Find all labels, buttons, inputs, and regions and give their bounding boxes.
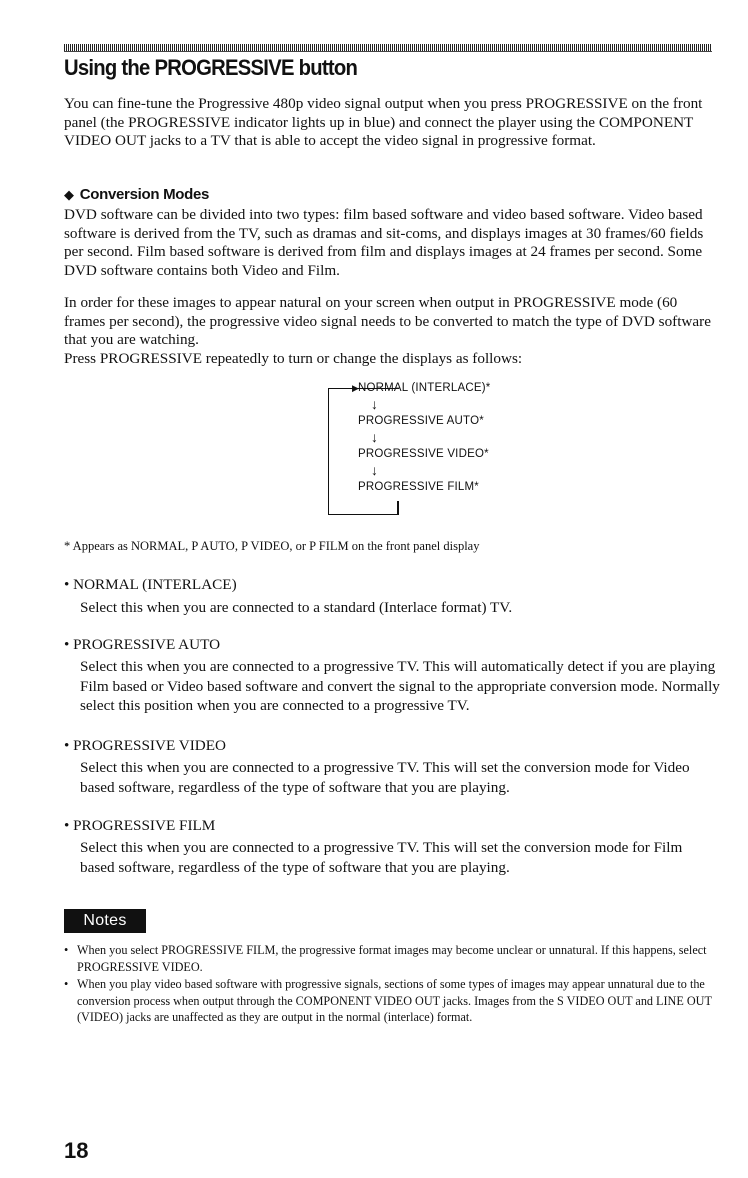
down-arrow-icon: ↓ xyxy=(371,396,378,412)
mode-progressive-video: PROGRESSIVE VIDEO* xyxy=(358,448,489,460)
heading-rule-line xyxy=(64,51,712,52)
note-text: When you play video based software with progressive signals, sections of some types of images may appear unnatural due to the conversion process when output through the COMPONENT VIDEO OUT jacks. Images from the S VIDEO OUT and LINE OUT (VIDEO) jacks are unaffected as they are output in the normal (interlace) format. xyxy=(77,977,712,1024)
bullet-title-normal: • NORMAL (INTERLACE) xyxy=(64,576,237,593)
bullet-dot-icon: • xyxy=(64,943,69,957)
bullet-dot-icon: • xyxy=(64,977,69,991)
cycle-arrow-icon: ▶ xyxy=(352,383,359,393)
down-arrow-icon: ↓ xyxy=(371,462,378,478)
notes-badge: Notes xyxy=(64,909,146,933)
note-item xyxy=(64,942,716,975)
cycle-bracket-tail xyxy=(397,501,399,514)
conversion-modes-title: Conversion Modes xyxy=(79,186,210,203)
diagram-footnote: * Appears as NORMAL, P AUTO, P VIDEO, or P FILM on the front panel display xyxy=(64,539,480,553)
bullet-body-progressive-film: Select this when you are connected to a progressive TV. This will set the conversion mode for Film based software, regardless of the type of software that you are playing. xyxy=(80,839,683,876)
mode-progressive-film: PROGRESSIVE FILM* xyxy=(358,481,479,493)
diamond-bullet-icon: ◆ xyxy=(64,187,74,202)
bullet-body-normal: Select this when you are connected to a standard (Interlace format) TV. xyxy=(80,599,513,616)
bullet-body-progressive-video: Select this when you are connected to a progressive TV. This will set the conversion mode for Video based software, regardless of the type of software that you are playing. xyxy=(80,759,690,796)
conversion-paragraph-2: In order for these images to appear natural on your screen when output in PROGRESSIVE mode (60 frames per second), the progressive video signal needs to be converted to match the type of DVD software that you are watching. xyxy=(64,294,711,349)
mode-normal-interlace: NORMAL (INTERLACE)* xyxy=(358,382,491,394)
conversion-modes-heading xyxy=(64,186,209,203)
note-text: When you select PROGRESSIVE FILM, the progressive format images may become unclear or unnatural. If this happens, select PROGRESSIVE VIDEO. xyxy=(77,943,707,974)
bullet-body-progressive-auto: Select this when you are connected to a progressive TV. This will automatically detect if you are playing Film based or Video based software and convert the signal to the appropriate conversion mode. Normally select this position when you are connected to a progressive TV. xyxy=(80,658,720,714)
bullet-title-progressive-video: • PROGRESSIVE VIDEO xyxy=(64,737,226,754)
mode-progressive-auto: PROGRESSIVE AUTO* xyxy=(358,415,484,427)
down-arrow-icon: ↓ xyxy=(371,429,378,445)
heading-rule xyxy=(64,44,712,51)
bullet-title-progressive-auto: • PROGRESSIVE AUTO xyxy=(64,636,221,653)
mode-cycle-diagram xyxy=(352,380,618,520)
intro-paragraph: You can fine-tune the Progressive 480p video signal output when you press PROGRESSIVE on the front panel (the PROGRESSIVE indicator lights up in blue) and connect the player using the COMPONENT VIDEO OUT jacks to a TV that is able to accept the video signal in progressive format. xyxy=(64,95,703,150)
section-heading: Using the PROGRESSIVE button xyxy=(64,55,358,80)
conversion-paragraph-3: Press PROGRESSIVE repeatedly to turn or change the displays as follows: xyxy=(64,350,523,367)
page-number: 18 xyxy=(64,1138,89,1163)
note-item xyxy=(64,976,716,1026)
conversion-paragraph-1: DVD software can be divided into two types: film based software and video based software. Video based software is derived from the TV, such as dramas and sit-coms, and displays images at 30 frames/60 fields per second. Film based software is derived from film and displays images at 24 frames per second. Some DVD software contains both Video and Film. xyxy=(64,206,704,280)
bullet-title-progressive-film: • PROGRESSIVE FILM xyxy=(64,817,216,834)
